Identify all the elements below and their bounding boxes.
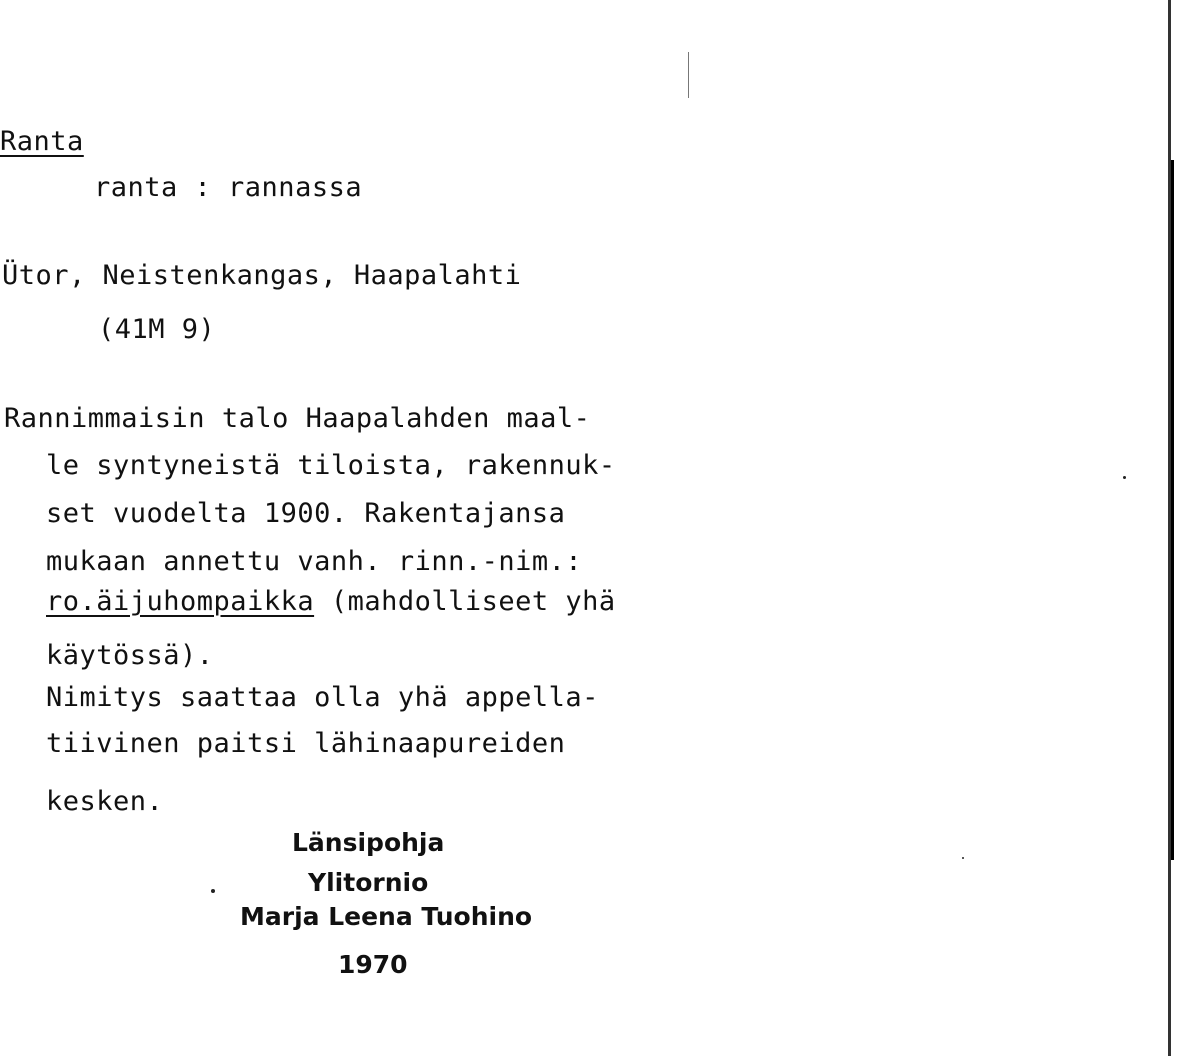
stamp-year: 1970	[338, 950, 408, 979]
body-line: set vuodelta 1900. Rakentajansa	[46, 498, 566, 529]
scan-edge-shadow	[1171, 160, 1174, 860]
word-forms: ranta : rannassa	[94, 172, 363, 203]
location-line: Ütor, Neistenkangas, Haapalahti	[2, 260, 522, 291]
stamp-collector: Marja Leena Tuohino	[240, 902, 533, 931]
body-line: käytössä).	[46, 640, 214, 671]
body-line: tiivinen paitsi lähinaapureiden	[46, 728, 566, 759]
body-line	[46, 588, 616, 615]
stamp-parish: Ylitornio	[308, 868, 429, 897]
body-line-rest: (mahdolliseet yhä	[314, 586, 616, 617]
body-line: mukaan annettu vanh. rinn.-nim.:	[46, 546, 583, 577]
body-line: kesken.	[46, 786, 164, 817]
scan-speck	[1123, 476, 1126, 479]
stamp-region: Länsipohja	[292, 828, 445, 857]
body-line: Nimitys saattaa olla yhä appella-	[46, 682, 599, 713]
map-reference: (41M 9)	[98, 314, 216, 345]
body-line: Rannimmaisin talo Haapalahden maal-	[4, 403, 591, 434]
scan-speck	[211, 889, 215, 893]
old-name-underlined: ro.äijuhompaikka	[46, 586, 315, 617]
entry-heading: Ranta	[0, 126, 84, 157]
scan-speck	[962, 857, 964, 859]
scan-mark	[688, 52, 689, 98]
body-line: le syntyneistä tiloista, rakennuk-	[46, 450, 616, 481]
